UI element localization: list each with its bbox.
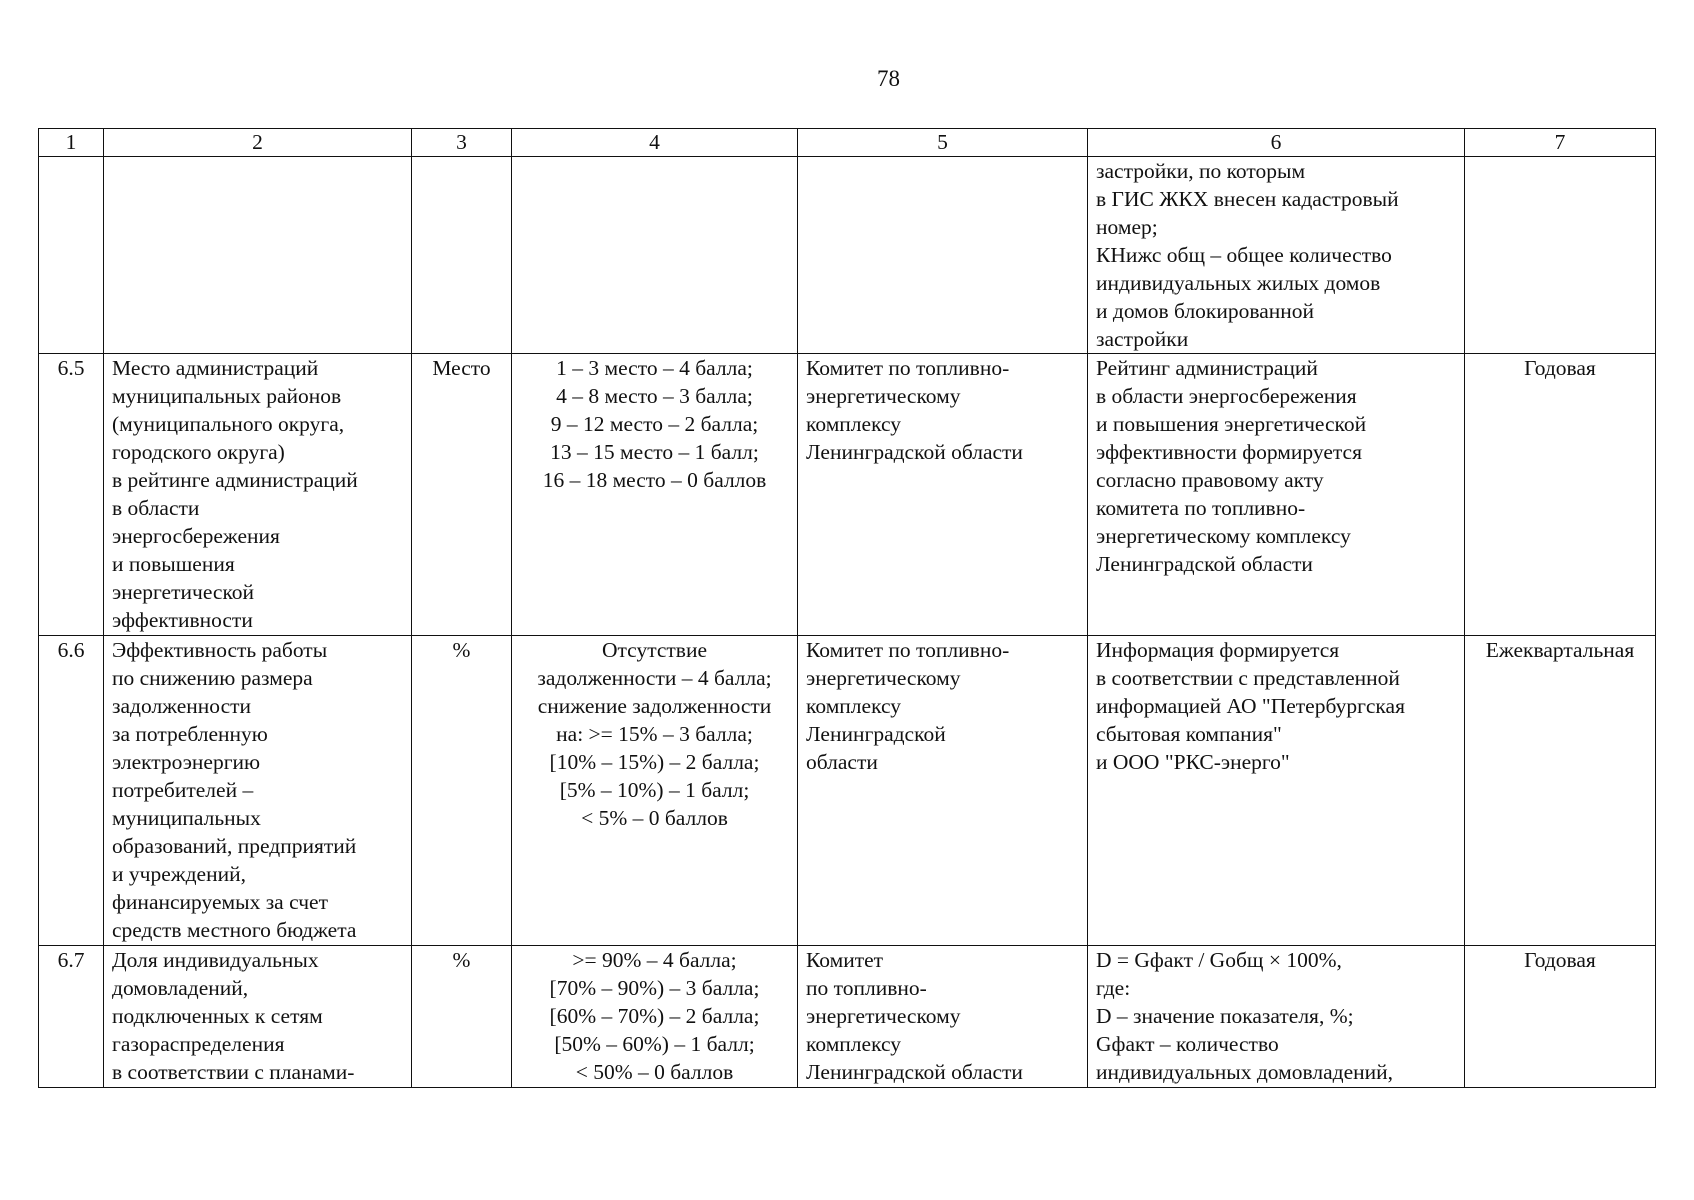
indicator-scoring: 1 – 3 место – 4 балла; 4 – 8 место – 3 балла; 9 – 12 место – 2 балла; 13 – 15 место – 1 балл; 16 – 18 место – 0 баллов — [512, 354, 798, 636]
indicator-number — [39, 157, 104, 354]
indicator-responsible: Комитет по топливно- энергетическому комплексу Ленинградской области — [798, 354, 1088, 636]
indicator-unit: % — [412, 946, 512, 1088]
indicator-name — [104, 157, 412, 354]
table-row — [39, 354, 1656, 636]
indicator-responsible — [798, 157, 1088, 354]
column-header: 6 — [1088, 129, 1465, 157]
table-row — [39, 157, 1656, 354]
indicator-method: D = Gфакт / Gобщ × 100%, где: D – значение показателя, %; Gфакт – количество индивидуальных домовладений, — [1088, 946, 1465, 1088]
column-header: 2 — [104, 129, 412, 157]
column-header: 5 — [798, 129, 1088, 157]
indicator-frequency — [1465, 157, 1656, 354]
indicator-unit: Место — [412, 354, 512, 636]
indicator-unit — [412, 157, 512, 354]
indicator-frequency: Годовая — [1465, 354, 1656, 636]
indicator-frequency: Годовая — [1465, 946, 1656, 1088]
column-header: 3 — [412, 129, 512, 157]
indicator-scoring: >= 90% – 4 балла; [70% – 90%) – 3 балла; [60% – 70%) – 2 балла; [50% – 60%) – 1 балл; < 50% – 0 баллов — [512, 946, 798, 1088]
indicator-scoring: Отсутствие задолженности – 4 балла; снижение задолженности на: >= 15% – 3 балла; [10% – 15%) – 2 балла; [5% – 10%) – 1 балл; < 5% – 0 баллов — [512, 636, 798, 946]
indicator-number: 6.7 — [39, 946, 104, 1088]
indicator-name: Место администраций муниципальных районов (муниципального округа, городского округа) в рейтинге администраций в области энергосбережения и повышения энергетической эффективности — [104, 354, 412, 636]
indicators-table — [38, 128, 1656, 1088]
indicator-method: Информация формируется в соответствии с представленной информацией АО "Петербургская сбытовая компания" и ООО "РКС-энерго" — [1088, 636, 1465, 946]
indicator-method: застройки, по которым в ГИС ЖКХ внесен кадастровый номер; КНижс общ – общее количество индивидуальных жилых домов и домов блокированной застройки — [1088, 157, 1465, 354]
indicator-scoring — [512, 157, 798, 354]
table-row — [39, 636, 1656, 946]
indicator-name: Эффективность работы по снижению размера задолженности за потребленную электроэнергию потребителей – муниципальных образований, предприятий и учреждений, финансируемых за счет средств местного бюджета — [104, 636, 412, 946]
table-row — [39, 946, 1656, 1088]
indicator-responsible: Комитет по топливно- энергетическому комплексу Ленинградской области — [798, 946, 1088, 1088]
indicator-method: Рейтинг администраций в области энергосбережения и повышения энергетической эффективности формируется согласно правовому акту комитета по топливно- энергетическому комплексу Ленинградской области — [1088, 354, 1465, 636]
column-number-header — [39, 129, 1656, 157]
indicator-frequency: Ежеквартальная — [1465, 636, 1656, 946]
indicator-unit: % — [412, 636, 512, 946]
indicator-number: 6.5 — [39, 354, 104, 636]
column-header: 4 — [512, 129, 798, 157]
column-header: 7 — [1465, 129, 1656, 157]
page-number: 78 — [877, 66, 900, 91]
indicator-name: Доля индивидуальных домовладений, подключенных к сетям газораспределения в соответствии с планами- — [104, 946, 412, 1088]
column-header: 1 — [39, 129, 104, 157]
indicator-number: 6.6 — [39, 636, 104, 946]
indicator-responsible: Комитет по топливно- энергетическому комплексу Ленинградской области — [798, 636, 1088, 946]
